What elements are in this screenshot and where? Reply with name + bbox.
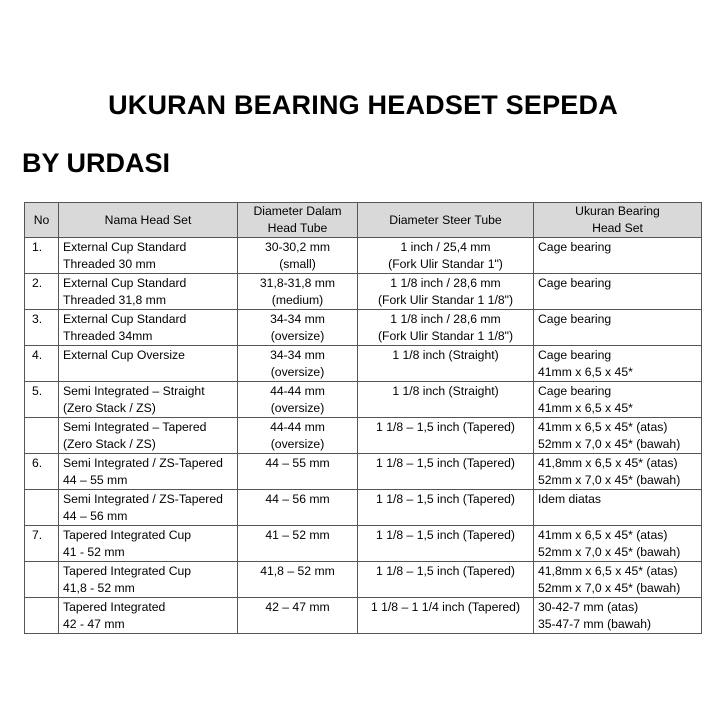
- table-row: [25, 346, 702, 382]
- page-title: UKURAN BEARING HEADSET SEPEDA: [108, 90, 618, 120]
- cell-steer-tube: 1 1/8 – 1 1/4 inch (Tapered): [358, 598, 534, 634]
- cell-name: Tapered Integrated Cup 41 - 52 mm: [59, 526, 238, 562]
- cell-bearing: Cage bearing 41mm x 6,5 x 45*: [534, 382, 702, 418]
- cell-no: 7.: [25, 526, 59, 562]
- cell-no: [25, 490, 59, 526]
- table-row: [25, 418, 702, 454]
- table-row: [25, 382, 702, 418]
- cell-bearing: 41,8mm x 6,5 x 45* (atas) 52mm x 7,0 x 45* (bawah): [534, 562, 702, 598]
- cell-no: [25, 598, 59, 634]
- cell-steer-tube: 1 1/8 inch (Straight): [358, 382, 534, 418]
- header-bearing: Ukuran Bearing Head Set: [534, 203, 702, 238]
- table-row: [25, 454, 702, 490]
- cell-head-tube: 44-44 mm (oversize): [238, 382, 358, 418]
- cell-steer-tube: 1 1/8 – 1,5 inch (Tapered): [358, 454, 534, 490]
- table-row: [25, 526, 702, 562]
- table-row: [25, 238, 702, 274]
- cell-head-tube: 31,8-31,8 mm (medium): [238, 274, 358, 310]
- cell-bearing: 30-42-7 mm (atas) 35-47-7 mm (bawah): [534, 598, 702, 634]
- header-name: Nama Head Set: [59, 203, 238, 238]
- cell-name: External Cup Standard Threaded 30 mm: [59, 238, 238, 274]
- cell-bearing: Cage bearing: [534, 238, 702, 274]
- cell-bearing: Cage bearing: [534, 310, 702, 346]
- cell-name: External Cup Standard Threaded 34mm: [59, 310, 238, 346]
- table-row: [25, 598, 702, 634]
- cell-name: Semi Integrated – Straight (Zero Stack / ZS): [59, 382, 238, 418]
- header-steer-tube: Diameter Steer Tube: [358, 203, 534, 238]
- cell-steer-tube: 1 1/8 inch / 28,6 mm (Fork Ulir Standar 1 1/8"): [358, 310, 534, 346]
- cell-head-tube: 44 – 55 mm: [238, 454, 358, 490]
- table-row: [25, 490, 702, 526]
- header-no: No: [25, 203, 59, 238]
- cell-steer-tube: 1 1/8 – 1,5 inch (Tapered): [358, 418, 534, 454]
- cell-head-tube: 42 – 47 mm: [238, 598, 358, 634]
- cell-head-tube: 30-30,2 mm (small): [238, 238, 358, 274]
- table-row: [25, 562, 702, 598]
- cell-steer-tube: 1 inch / 25,4 mm (Fork Ulir Standar 1"): [358, 238, 534, 274]
- cell-steer-tube: 1 1/8 inch / 28,6 mm (Fork Ulir Standar 1 1/8"): [358, 274, 534, 310]
- cell-bearing: 41,8mm x 6,5 x 45* (atas) 52mm x 7,0 x 45* (bawah): [534, 454, 702, 490]
- cell-bearing: Cage bearing 41mm x 6,5 x 45*: [534, 346, 702, 382]
- cell-bearing: 41mm x 6,5 x 45* (atas) 52mm x 7,0 x 45* (bawah): [534, 526, 702, 562]
- cell-bearing: Idem diatas: [534, 490, 702, 526]
- headset-bearing-table: [24, 202, 702, 634]
- header-row: [25, 203, 702, 238]
- cell-name: Semi Integrated – Tapered (Zero Stack / ZS): [59, 418, 238, 454]
- cell-no: 6.: [25, 454, 59, 490]
- cell-bearing: Cage bearing: [534, 274, 702, 310]
- cell-steer-tube: 1 1/8 inch (Straight): [358, 346, 534, 382]
- cell-head-tube: 41,8 – 52 mm: [238, 562, 358, 598]
- cell-name: External Cup Standard Threaded 31,8 mm: [59, 274, 238, 310]
- cell-head-tube: 44-44 mm (oversize): [238, 418, 358, 454]
- cell-steer-tube: 1 1/8 – 1,5 inch (Tapered): [358, 562, 534, 598]
- cell-no: 5.: [25, 382, 59, 418]
- cell-no: 4.: [25, 346, 59, 382]
- cell-head-tube: 34-34 mm (oversize): [238, 310, 358, 346]
- cell-steer-tube: 1 1/8 – 1,5 inch (Tapered): [358, 490, 534, 526]
- header-head-tube: Diameter Dalam Head Tube: [238, 203, 358, 238]
- table-body: [25, 238, 702, 634]
- table-row: [25, 274, 702, 310]
- cell-no: 2.: [25, 274, 59, 310]
- cell-no: [25, 418, 59, 454]
- cell-no: [25, 562, 59, 598]
- cell-name: Semi Integrated / ZS-Tapered 44 – 56 mm: [59, 490, 238, 526]
- cell-name: Tapered Integrated Cup 41,8 - 52 mm: [59, 562, 238, 598]
- cell-steer-tube: 1 1/8 – 1,5 inch (Tapered): [358, 526, 534, 562]
- cell-no: 3.: [25, 310, 59, 346]
- page-subtitle: BY URDASI: [22, 148, 171, 178]
- cell-bearing: 41mm x 6,5 x 45* (atas) 52mm x 7,0 x 45* (bawah): [534, 418, 702, 454]
- cell-head-tube: 34-34 mm (oversize): [238, 346, 358, 382]
- cell-no: 1.: [25, 238, 59, 274]
- cell-name: Semi Integrated / ZS-Tapered 44 – 55 mm: [59, 454, 238, 490]
- cell-head-tube: 44 – 56 mm: [238, 490, 358, 526]
- cell-name: External Cup Oversize: [59, 346, 238, 382]
- table-header: [25, 203, 702, 238]
- cell-head-tube: 41 – 52 mm: [238, 526, 358, 562]
- table-row: [25, 310, 702, 346]
- cell-name: Tapered Integrated 42 - 47 mm: [59, 598, 238, 634]
